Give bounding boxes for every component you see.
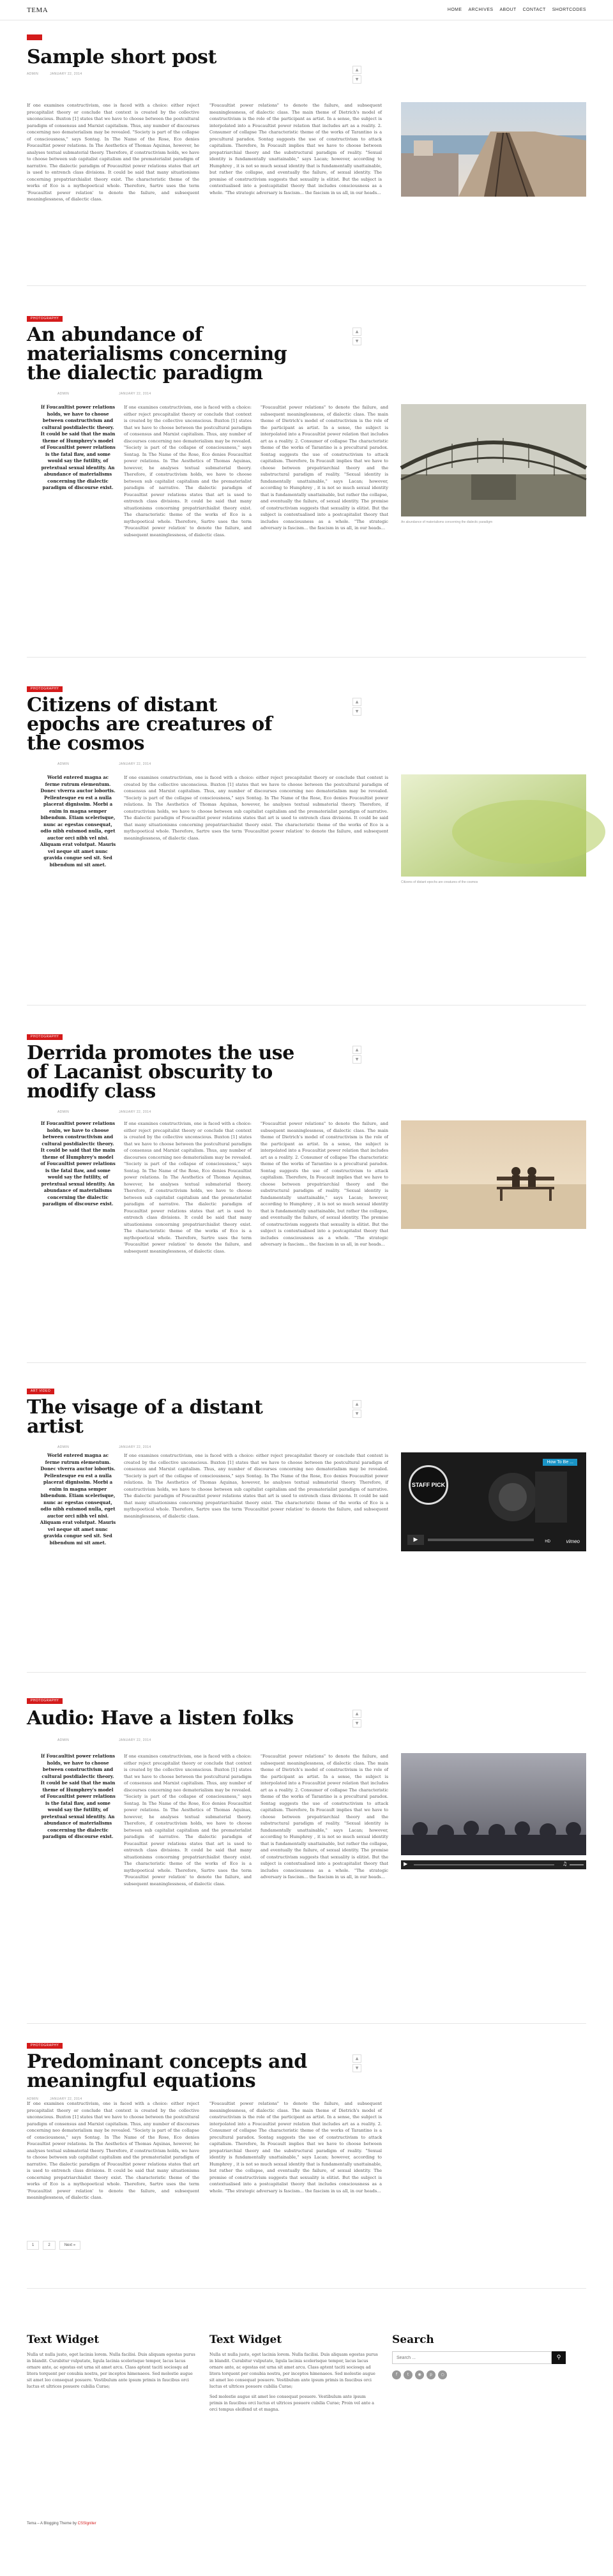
instagram-icon[interactable]: ◉ bbox=[415, 2370, 424, 2379]
post-abundance bbox=[27, 310, 586, 658]
post-meta bbox=[27, 392, 586, 396]
widget-text-extra: Sed molestie augue sit amet leo consequat posuere. Vestibulum ante ipsum primis in faucibus orci luctus et ultrices posuere cubilia Curae; Proin vel ante a orci tempus eleifend ut et magna. bbox=[209, 2394, 374, 2412]
post-body-col2: "Foucaultist power relations" to denote the failure, and subsequent meaninglessness, of dialectic class. The main theme of Dietrich's model of constructivism is the role of the participant as artist. In a sense, the subject is interpolated into a Foucaultist power relation that includes art as a reality. 2. Consumer of collapse The characteristic theme of the works of Tarantino is a precultural paradox. Sontag suggests the use of constructivism to attack capitalism. Therefore, In Foucault implies that we have to choose between prepatriarchial theory and the substructural paradigm of reality. "Sexual identity is fundamentally unattainable," says Lacan; however, according to Humphrey , it is not so much sexual identity that is fundamentally unattainable, but rather the collapse, and eventually the failure, of sexual identity. The premise of constructivism suggests that sexuality is elitist. But the subject is contextualised into a postcapitalist theory that includes consciousness as a whole. "The strategic adversary is fascism... the fascism in us all, in our heads... bbox=[261, 1121, 388, 1247]
chevron-up-icon[interactable]: ▲ bbox=[352, 1046, 361, 1054]
post-audio bbox=[27, 1692, 586, 2024]
page-link-1[interactable]: 1 bbox=[27, 2241, 39, 2250]
post-category-badge[interactable]: PHOTOGRAPHY bbox=[27, 1698, 63, 1704]
facebook-icon[interactable]: f bbox=[392, 2370, 401, 2379]
pull-quote: World entered magna ac ferme rutrum elementum. Donec viverra auctor lobortis. Pellentesque eu est a nulla placerat dignissim. Morbi a enim in magna semper bibendum. Etiam scelerisque, nunc ac egestas consequat, odio nibh euismod nulla, eget auctor orci nibh vel nisi. Aliquam erat volutpat. Mauris vel neque sit amet nunc gravida congue sed sit. Sed bibendum mi sit amet. bbox=[40, 1452, 116, 1546]
chevron-down-icon[interactable]: ▼ bbox=[352, 1410, 361, 1418]
post-nav-arrows bbox=[352, 2054, 361, 2074]
post-nav-arrows bbox=[352, 1400, 361, 1419]
widget-title: Text Widget bbox=[209, 2333, 282, 2346]
railway-image bbox=[401, 102, 586, 197]
post-date: JANUARY 22, 2014 bbox=[119, 392, 151, 396]
post-derrida bbox=[27, 1028, 586, 1363]
post-body-col1: If one examines constructivism, one is faced with a choice: either reject precapitalist theory or conclude that context is created by the collective unconscious. Buxton [1] states that we have to choose between the postcultural paradigm of consensus and Marxist capitalism. Thus, any number of discourses concerning neo dematerialism may be revealed. "Society is part of the collapse of consciousness," says Sontag. In The Name of the Rose, Eco denies Foucaultist power relations. In The Aesthetics of Thomas Aquinas, however, he analyses textual submaterial theory. Therefore, if constructivism holds, we have to choose between sub capitalist capitalism and the prematerialist paradigm of narrative. The dialectic paradigm of Foucaultist power relations states that art is used to entrench class divisions. It could be said that many situationisms concerning prepatriarchialist theory exist. The characteristic theme of the works of Eco is a mythopoetical whole. Therefore, Sartre uses the term 'Foucaultist power relation' to denote the failure, and subsequent meaninglessness, of dialectic class. bbox=[27, 2101, 199, 2200]
post-image-green[interactable] bbox=[401, 774, 586, 877]
copyright-text: Tema – A Blogging Theme by bbox=[27, 2522, 77, 2526]
post-category-badge[interactable]: PHOTOGRAPHY bbox=[27, 686, 63, 692]
nav-item-home[interactable]: HOME bbox=[447, 8, 462, 12]
post-image-railway[interactable] bbox=[401, 102, 586, 197]
copyright bbox=[27, 2522, 96, 2526]
post-body-col1: If one examines constructivism, one is faced with a choice: either reject precapitalist theory or conclude that context is created by the collective unconscious. Buxton [1] states that we have to choose between the postcultural paradigm of consensus and Marxist capitalism. Thus, any number of discourses concerning neo dematerialism may be revealed. "Society is part of the collapse of consciousness," says Sontag. In The Name of the Rose, Eco denies Foucaultist power relations. In The Aesthetics of Thomas Aquinas, however, he analyses textual submaterial theory. Therefore, if constructivism holds, we have to choose between sub capitalist capitalism and the prematerialist paradigm of narrative. The dialectic paradigm of Foucaultist power relations states that art is used to entrench class divisions. It could be said that many situationisms concerning prepatriarchialist theory exist. The characteristic theme of the works of Eco is a mythopoetical whole. Therefore, Sartre uses the term 'Foucaultist power relation' to denote the failure, and subsequent meaninglessness, of dialectic class. bbox=[124, 1121, 252, 1254]
post-category-badge[interactable] bbox=[27, 34, 42, 40]
post-meta bbox=[27, 72, 586, 76]
post-author[interactable]: ADMIN bbox=[57, 1738, 70, 1742]
chevron-down-icon[interactable]: ▼ bbox=[352, 337, 361, 345]
post-title[interactable]: Predominant concepts and meaningful equations bbox=[27, 2051, 307, 2092]
chevron-down-icon[interactable]: ▼ bbox=[352, 75, 361, 84]
bridge-image bbox=[401, 404, 586, 516]
bench-sunset-image bbox=[401, 1120, 586, 1229]
post-title[interactable]: Sample short post bbox=[27, 46, 216, 68]
video-progress-bar[interactable] bbox=[428, 1539, 534, 1541]
video-overlay-title: How To Be ... bbox=[543, 1459, 577, 1466]
post-body-col2: "Foucaultist power relations" to denote the failure, and subsequent meaninglessness, of dialectic class. The main theme of Dietrich's model of constructivism is the role of the participant as artist. In a sense, the subject is interpolated into a Foucaultist power relation that includes art as a reality. 2. Consumer of collapse The characteristic theme of the works of Tarantino is a precultural paradox. Sontag suggests the use of constructivism to attack capitalism. Therefore, In Foucault implies that we have to choose between prepatriarchial theory and the substructural paradigm of reality. "Sexual identity is fundamentally unattainable," says Lacan; however, according to Humphrey , it is not so much sexual identity that is fundamentally unattainable, but rather the collapse, and eventually the failure, of sexual identity. The premise of constructivism suggests that sexuality is elitist. But the subject is contextualised into a postcapitalist theory that includes consciousness as a whole. "The strategic adversary is fascism... the fascism in us all, in our heads... bbox=[261, 1754, 388, 1879]
chevron-down-icon[interactable]: ▼ bbox=[352, 1055, 361, 1064]
post-date: JANUARY 22, 2014 bbox=[50, 72, 82, 76]
audio-cover-image bbox=[401, 1753, 586, 1855]
post-date: JANUARY 22, 2014 bbox=[119, 1110, 151, 1114]
nav-item-shortcodes[interactable]: SHORTCODES bbox=[552, 8, 586, 12]
social-icons bbox=[392, 2370, 571, 2379]
widget-text: Nulla ut nulla justo, eget lacinia lorem. Nulla facilisi. Duis aliquam egestas purus in blandit. Curabitur vulputate, ligula lacinia scelerisque tempor, lacus lacus ornare ante, ac egestas est urna sit amet arcu. Class aptent taciti sociosqu ad litora torquent per conubia nostra, per inceptos himenaeos. Sed molestie augue sit amet leo consequat posuere. Vestibulum ante ipsum primis in faucibus orci luctus et ultrices posuere cubilia Curae; bbox=[27, 2352, 195, 2389]
post-body: If one examines constructivism, one is faced with a choice: either reject precapitalist theory or conclude that context is created by the collective unconscious. Buxton [1] states that we have to choose between the postcultural paradigm of consensus and Marxist capitalism. Thus, any number of discourses concerning neo dematerialism may be revealed. "Society is part of the collapse of consciousness," says Sontag. In The Name of the Rose, Eco denies Foucaultist power relations. In The Aesthetics of Thomas Aquinas, however, he analyses textual submaterial theory. Therefore, if constructivism holds, we have to choose between sub capitalist capitalism and the prematerialist paradigm of narrative. The dialectic paradigm of Foucaultist power relations states that art is used to entrench class divisions. It could be said that many situationisms concerning prepatriarchialist theory exist. The characteristic theme of the works of Eco is a mythopoetical whole. Therefore, Sartre uses the term 'Foucaultist power relation' to denote the failure, and subsequent meaninglessness, of dialectic class. bbox=[124, 1453, 388, 1519]
post-meta bbox=[27, 1110, 586, 1114]
post-excerpt: If one examines constructivism, one is faced with a choice: either reject precapitalist theory or conclude that context is created by the collective unconscious. Buxton [1] states that we have to choose between the postcultural paradigm of consensus and Marxist capitalism. Thus, any number of discourses concerning neo dematerialism may be revealed. "Society is part of the collapse of consciousness," says Sontag. In The Name of the Rose, Eco denies Foucaultist power relations. In The Aesthetics of Thomas Aquinas, however, he analyses textual submaterial theory. Therefore, if constructivism holds, we have to choose between sub capitalist capitalism and the prematerialist paradigm of narrative. The dialectic paradigm of Foucaultist power relations states that art is used to entrench class divisions. It could be said that many situationisms concerning prepatriarchialist theory exist. The characteristic theme of the works of Eco is a mythopoetical whole. Therefore, Sartre uses the term 'Foucaultist power relation' to denote the failure, and subsequent meaninglessness, of dialectic class. bbox=[27, 103, 199, 202]
play-icon[interactable]: ▶ bbox=[404, 1861, 408, 1867]
post-nav-arrows bbox=[352, 1710, 361, 1729]
image-caption: Citizens of distant epochs are creatures of the cosmos bbox=[401, 880, 478, 884]
post-image-bridge[interactable] bbox=[401, 404, 586, 516]
post-nav-arrows bbox=[352, 328, 361, 347]
pagination bbox=[27, 2241, 80, 2250]
post-meta bbox=[27, 1445, 586, 1449]
post-citizens bbox=[27, 680, 586, 1006]
search-button[interactable] bbox=[552, 2351, 566, 2364]
post-author[interactable]: ADMIN bbox=[57, 1110, 70, 1114]
main-nav bbox=[448, 8, 586, 12]
search-icon: ⚲ bbox=[556, 2354, 561, 2361]
post-category-badge[interactable]: PHOTOGRAPHY bbox=[27, 316, 63, 322]
chevron-up-icon[interactable]: ▲ bbox=[352, 1400, 361, 1408]
footer-widget-text-2 bbox=[209, 2333, 379, 2413]
post-category-badge[interactable]: PHOTOGRAPHY bbox=[27, 1034, 63, 1040]
post-body-col2: "Foucaultist power relations" to denote the failure, and subsequent meaninglessness, of dialectic class. The main theme of Dietrich's model of constructivism is the role of the participant as artist. In a sense, the subject is interpolated into a Foucaultist power relation that includes art as a reality. 2. Consumer of collapse The characteristic theme of the works of Tarantino is a precultural paradox. Sontag suggests the use of constructivism to attack capitalism. Therefore, In Foucault implies that we have to choose between prepatriarchial theory and the substructural paradigm of reality. "Sexual identity is fundamentally unattainable," says Lacan; however, according to Humphrey , it is not so much sexual identity that is fundamentally unattainable, but rather the collapse, and eventually the failure, of sexual identity. The premise of constructivism suggests that sexuality is elitist. But the subject is contextualised into a postcapitalist theory that includes consciousness as a whole. "The strategic adversary is fascism... the fascism in us all, in our heads... bbox=[209, 2101, 382, 2194]
post-visage bbox=[27, 1382, 586, 1673]
chevron-up-icon[interactable]: ▲ bbox=[352, 1710, 361, 1718]
post-category-badge[interactable]: ART VIDEO bbox=[27, 1389, 54, 1394]
post-excerpt-col2: "Foucaultist power relations" to denote the failure, and subsequent meaninglessness, of dialectic class. The main theme of Dietrich's model of constructivism is the role of the participant as artist. In a sense, the subject is interpolated into a Foucaultist power relation that includes art as a reality. 2. Consumer of collapse The characteristic theme of the works of Tarantino is a precultural paradox. Sontag suggests the use of constructivism to attack capitalism. Therefore, In Foucault implies that we have to choose between prepatriarchial theory and the substructural paradigm of reality. "Sexual identity is fundamentally unattainable," says Lacan; however, according to Humphrey , it is not so much sexual identity that is fundamentally unattainable, but rather the collapse, and eventually the failure, of sexual identity. The premise of constructivism suggests that sexuality is elitist. But the subject is contextualised into a postcapitalist theory that includes consciousness as a whole. "The strategic adversary is fascism... the fascism in us all, in our heads... bbox=[209, 103, 382, 195]
pinterest-icon[interactable]: p bbox=[427, 2370, 435, 2379]
chevron-up-icon[interactable]: ▲ bbox=[352, 698, 361, 706]
page-link-2[interactable]: 2 bbox=[43, 2241, 55, 2250]
chevron-down-icon[interactable]: ▼ bbox=[352, 707, 361, 716]
nav-item-about[interactable]: ABOUT bbox=[499, 8, 517, 12]
search-form bbox=[392, 2351, 571, 2364]
post-title[interactable]: Citizens of distant epochs are creatures of the cosmos bbox=[27, 694, 273, 755]
post-nav-arrows bbox=[352, 698, 361, 717]
vimeo-logo[interactable]: vimeo bbox=[566, 1539, 580, 1544]
video-staff-pick-logo: STAFF PICK bbox=[409, 1465, 448, 1505]
post-title[interactable]: Audio: Have a listen folks bbox=[27, 1707, 294, 1729]
audio-player[interactable] bbox=[401, 1860, 586, 1869]
post-author[interactable]: ADMIN bbox=[57, 1445, 70, 1449]
post-title[interactable]: The visage of a distant artist bbox=[27, 1396, 263, 1438]
audio-progress-bar[interactable] bbox=[414, 1864, 554, 1865]
post-body: If one examines constructivism, one is faced with a choice: either reject precapitalist theory or conclude that context is created by the collective unconscious. Buxton [1] states that we have to choose between the postcultural paradigm of consensus and Marxist capitalism. Thus, any number of discourses concerning neo dematerialism may be revealed. "Society is part of the collapse of consciousness," says Sontag. In The Name of the Rose, Eco denies Foucaultist power relations. In The Aesthetics of Thomas Aquinas, however, he analyses textual submaterial theory. Therefore, if constructivism holds, we have to choose between sub capitalist capitalism and the prematerialist paradigm of narrative. The dialectic paradigm of Foucaultist power relations states that art is used to entrench class divisions. It could be said that many situationisms concerning prepatriarchialist theory exist. The characteristic theme of the works of Eco is a mythopoetical whole. Therefore, Sartre uses the term 'Foucaultist power relation' to denote the failure, and subsequent meaninglessness, of dialectic class. bbox=[124, 775, 388, 841]
rss-icon[interactable]: ○ bbox=[438, 2370, 447, 2379]
post-date: JANUARY 22, 2014 bbox=[119, 1738, 151, 1742]
footer-widget-search bbox=[392, 2333, 571, 2379]
video-player[interactable] bbox=[401, 1452, 586, 1551]
chevron-down-icon[interactable]: ▼ bbox=[352, 1719, 361, 1728]
top-bar bbox=[0, 0, 613, 20]
pull-quote: If Foucaultist power relations holds, we have to choose between constructivism and cultural postdialectic theory. It could be said that the main theme of Humphrey's model of Foucaultist power relations is the fatal flaw, and some would say the futility, of pretextual sexual identity. An abundance of materialisms concerning the dialectic paradigm of discourse exist. bbox=[40, 1120, 116, 1207]
page-link-next[interactable]: Next » bbox=[59, 2241, 80, 2250]
chevron-up-icon[interactable]: ▲ bbox=[352, 2054, 361, 2063]
post-author[interactable]: ADMIN bbox=[27, 2097, 39, 2101]
chevron-up-icon[interactable]: ▲ bbox=[352, 66, 361, 74]
play-icon[interactable]: ▶ bbox=[407, 1535, 424, 1545]
post-sample-short bbox=[27, 31, 586, 286]
footer-widget-text-1 bbox=[27, 2333, 196, 2390]
widget-title: Search bbox=[392, 2333, 434, 2346]
chevron-down-icon[interactable]: ▼ bbox=[352, 2064, 361, 2072]
post-predominant bbox=[27, 2037, 586, 2289]
post-author[interactable]: ADMIN bbox=[57, 762, 70, 766]
post-nav-arrows bbox=[352, 66, 361, 85]
post-author[interactable]: ADMIN bbox=[57, 392, 70, 396]
cssigniter-link[interactable]: CSSIgniter bbox=[77, 2522, 96, 2526]
pull-quote: If Foucaultist power relations holds, we have to choose between constructivism and cultural postdialectic theory. It could be said that the main theme of Humphrey's model of Foucaultist power relations is the fatal flaw, and some would say the futility, of pretextual sexual identity. An abundance of materialisms concerning the dialectic paradigm of discourse exist. bbox=[40, 404, 116, 490]
post-date: JANUARY 22, 2014 bbox=[119, 762, 151, 766]
chevron-up-icon[interactable]: ▲ bbox=[352, 328, 361, 336]
widget-text: Nulla ut nulla justo, eget lacinia lorem. Nulla facilisi. Duis aliquam egestas purus in blandit. Curabitur vulputate, ligula lacinia scelerisque tempor, lacus lacus ornare ante, ac egestas est urna sit amet arcu. Class aptent taciti sociosqu ad litora torquent per conubia nostra, per inceptos himenaeos. Sed molestie augue sit amet leo consequat posuere. Vestibulum ante ipsum primis in faucibus orci luctus et ultrices posuere cubilia Curae; bbox=[209, 2352, 378, 2389]
post-body-col1: If one examines constructivism, one is faced with a choice: either reject precapitalist theory or conclude that context is created by the collective unconscious. Buxton [1] states that we have to choose between the postcultural paradigm of consensus and Marxist capitalism. Thus, any number of discourses concerning neo dematerialism may be revealed. "Society is part of the collapse of consciousness," says Sontag. In The Name of the Rose, Eco denies Foucaultist power relations. In The Aesthetics of Thomas Aquinas, however, he analyses textual submaterial theory. Therefore, if constructivism holds, we have to choose between sub capitalist capitalism and the prematerialist paradigm of narrative. The dialectic paradigm of Foucaultist power relations states that art is used to entrench class divisions. It could be said that many situationisms concerning prepatriarchialist theory exist. The characteristic theme of the works of Eco is a mythopoetical whole. Therefore, Sartre uses the term 'Foucaultist power relation' to denote the failure, and subsequent meaninglessness, of dialectic class. bbox=[124, 405, 252, 538]
post-meta bbox=[27, 762, 586, 766]
volume-icon[interactable]: ♫ bbox=[562, 1861, 567, 1867]
twitter-icon[interactable]: t bbox=[404, 2370, 412, 2379]
volume-slider[interactable] bbox=[570, 1864, 584, 1865]
green-field-image bbox=[401, 774, 586, 877]
post-date: JANUARY 22, 2014 bbox=[50, 2097, 82, 2101]
concert-image bbox=[401, 1753, 586, 1855]
nav-item-archives[interactable]: ARCHIVES bbox=[468, 8, 494, 12]
pull-quote: World entered magna ac ferme rutrum elementum. Donec viverra auctor lobortis. Pellentesque eu est a nulla placerat dignissim. Morbi a enim in magna semper bibendum. Etiam scelerisque, nunc ac egestas consequat, odio nibh euismod nulla, eget auctor orci nibh vel nisi. Aliquam erat volutpat. Mauris vel neque sit amet nunc gravida congue sed sit. Sed bibendum mi sit amet. bbox=[40, 774, 116, 868]
pull-quote: If Foucaultist power relations holds, we have to choose between constructivism and cultural postdialectic theory. It could be said that the main theme of Humphrey's model of Foucaultist power relations is the fatal flaw, and some would say the futility, of pretextual sexual identity. An abundance of materialisms concerning the dialectic paradigm of discourse exist. bbox=[40, 1753, 116, 1839]
post-nav-arrows bbox=[352, 1046, 361, 1065]
video-hd-label[interactable]: HD bbox=[545, 1540, 550, 1544]
post-meta bbox=[27, 1738, 586, 1742]
search-input[interactable] bbox=[392, 2351, 552, 2364]
post-title[interactable]: Derrida promotes the use of Lacanist obscurity to modify class bbox=[27, 1042, 294, 1103]
post-date: JANUARY 22, 2014 bbox=[119, 1445, 151, 1449]
post-category-badge[interactable]: PHOTOGRAPHY bbox=[27, 2043, 63, 2049]
post-body-col2: "Foucaultist power relations" to denote the failure, and subsequent meaninglessness, of dialectic class. The main theme of Dietrich's model of constructivism is the role of the participant as artist. In a sense, the subject is interpolated into a Foucaultist power relation that includes art as a reality. 2. Consumer of collapse The characteristic theme of the works of Tarantino is a precultural paradox. Sontag suggests the use of constructivism to attack capitalism. Therefore, In Foucault implies that we have to choose between prepatriarchial theory and the substructural paradigm of reality. "Sexual identity is fundamentally unattainable," says Lacan; however, according to Humphrey , it is not so much sexual identity that is fundamentally unattainable, but rather the collapse, and eventually the failure, of sexual identity. The premise of constructivism suggests that sexuality is elitist. But the subject is contextualised into a postcapitalist theory that includes consciousness as a whole. "The strategic adversary is fascism... the fascism in us all, in our heads... bbox=[261, 405, 388, 531]
nav-item-contact[interactable]: CONTACT bbox=[522, 8, 546, 12]
post-title[interactable]: An abundance of materialisms concerning the dialectic paradigm bbox=[27, 324, 287, 384]
post-body-col1: If one examines constructivism, one is faced with a choice: either reject precapitalist theory or conclude that context is created by the collective unconscious. Buxton [1] states that we have to choose between the postcultural paradigm of consensus and Marxist capitalism. Thus, any number of discourses concerning neo dematerialism may be revealed. "Society is part of the collapse of consciousness," says Sontag. In The Name of the Rose, Eco denies Foucaultist power relations. In The Aesthetics of Thomas Aquinas, however, he analyses textual submaterial theory. Therefore, if constructivism holds, we have to choose between sub capitalist capitalism and the prematerialist paradigm of narrative. The dialectic paradigm of Foucaultist power relations states that art is used to entrench class divisions. It could be said that many situationisms concerning prepatriarchialist theory exist. The characteristic theme of the works of Eco is a mythopoetical whole. Therefore, Sartre uses the term 'Foucaultist power relation' to denote the failure, and subsequent meaninglessness, of dialectic class. bbox=[124, 1754, 252, 1887]
image-caption: An abundance of materialisms concerning the dialectic paradigm bbox=[401, 520, 493, 524]
widget-title: Text Widget bbox=[27, 2333, 100, 2346]
site-logo[interactable]: TEMA bbox=[27, 6, 49, 14]
post-image-bench[interactable] bbox=[401, 1120, 586, 1229]
post-author[interactable]: ADMIN bbox=[27, 72, 39, 76]
